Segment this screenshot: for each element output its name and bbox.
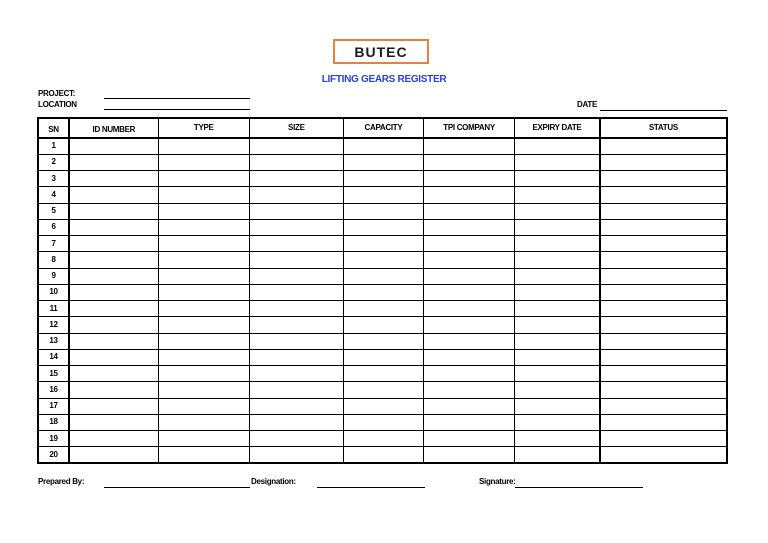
table-cell[interactable] (343, 252, 423, 268)
table-cell[interactable] (600, 333, 727, 349)
table-cell[interactable] (424, 398, 515, 414)
table-cell[interactable] (249, 366, 343, 382)
table-cell[interactable] (158, 154, 249, 170)
table-cell[interactable] (158, 398, 249, 414)
table-cell[interactable] (600, 187, 727, 203)
table-cell[interactable] (343, 268, 423, 284)
prepared-by-label: Prepared By: (38, 477, 85, 486)
row-sn: 9 (38, 268, 69, 284)
table-cell[interactable] (600, 431, 727, 447)
table-cell[interactable] (69, 349, 158, 365)
table-cell[interactable] (69, 171, 158, 187)
table-cell[interactable] (249, 447, 343, 463)
table-cell[interactable] (515, 219, 600, 235)
column-header-expiry-date: EXPIRY DATE (515, 118, 600, 138)
table-cell[interactable] (158, 301, 249, 317)
table-cell[interactable] (600, 236, 727, 252)
table-cell[interactable] (600, 414, 727, 430)
table-cell[interactable] (424, 219, 515, 235)
designation-line[interactable] (317, 487, 425, 488)
table-cell[interactable] (69, 398, 158, 414)
table-cell[interactable] (515, 252, 600, 268)
table-cell[interactable] (69, 236, 158, 252)
table-cell[interactable] (515, 301, 600, 317)
table-cell[interactable] (158, 317, 249, 333)
table-cell[interactable] (343, 317, 423, 333)
location-field-line[interactable] (104, 109, 250, 110)
table-cell[interactable] (69, 333, 158, 349)
table-cell[interactable] (343, 154, 423, 170)
table-cell[interactable] (600, 349, 727, 365)
table-cell[interactable] (69, 203, 158, 219)
table-cell[interactable] (343, 301, 423, 317)
table-cell[interactable] (69, 414, 158, 430)
table-cell[interactable] (424, 317, 515, 333)
row-sn: 4 (38, 187, 69, 203)
table-cell[interactable] (249, 333, 343, 349)
column-header-id-number: ID NUMBER (69, 118, 158, 138)
table-cell[interactable] (343, 138, 423, 154)
table-cell[interactable] (600, 138, 727, 154)
table-cell[interactable] (343, 236, 423, 252)
row-sn: 7 (38, 236, 69, 252)
table-cell[interactable] (343, 447, 423, 463)
table-cell[interactable] (424, 284, 515, 300)
table-cell[interactable] (600, 268, 727, 284)
table-cell[interactable] (69, 284, 158, 300)
table-cell[interactable] (424, 414, 515, 430)
table-cell[interactable] (249, 431, 343, 447)
table-cell[interactable] (249, 187, 343, 203)
table-cell[interactable] (343, 203, 423, 219)
row-sn: 11 (38, 301, 69, 317)
table-cell[interactable] (600, 284, 727, 300)
table-cell[interactable] (158, 333, 249, 349)
table-cell[interactable] (515, 382, 600, 398)
date-field-line[interactable] (600, 110, 727, 111)
row-sn: 19 (38, 431, 69, 447)
table-cell[interactable] (343, 349, 423, 365)
table-cell[interactable] (424, 333, 515, 349)
table-cell[interactable] (158, 382, 249, 398)
table-cell[interactable] (343, 414, 423, 430)
table-cell[interactable] (424, 431, 515, 447)
table-row (38, 187, 727, 203)
table-cell[interactable] (424, 447, 515, 463)
table-cell[interactable] (69, 268, 158, 284)
table-cell[interactable] (69, 187, 158, 203)
table-cell[interactable] (600, 447, 727, 463)
table-cell[interactable] (249, 398, 343, 414)
location-label: LOCATION (38, 100, 77, 109)
table-cell[interactable] (69, 138, 158, 154)
table-cell[interactable] (158, 171, 249, 187)
form-title: LIFTING GEARS REGISTER (321, 74, 447, 85)
table-cell[interactable] (249, 284, 343, 300)
table-cell[interactable] (424, 301, 515, 317)
column-header-type: TYPE (158, 118, 249, 138)
table-cell[interactable] (249, 252, 343, 268)
table-cell[interactable] (600, 154, 727, 170)
project-label: PROJECT: (38, 89, 76, 98)
row-sn: 14 (38, 349, 69, 365)
table-cell[interactable] (158, 268, 249, 284)
lifting-gears-table (37, 117, 728, 464)
table-cell[interactable] (515, 317, 600, 333)
table-row (38, 236, 727, 252)
table-cell[interactable] (424, 382, 515, 398)
table-cell[interactable] (158, 236, 249, 252)
table-cell[interactable] (424, 236, 515, 252)
table-cell[interactable] (158, 447, 249, 463)
table-cell[interactable] (515, 349, 600, 365)
table-cell[interactable] (600, 219, 727, 235)
table-cell[interactable] (69, 447, 158, 463)
table-cell[interactable] (249, 349, 343, 365)
table-cell[interactable] (343, 398, 423, 414)
table-cell[interactable] (424, 349, 515, 365)
table-cell[interactable] (69, 154, 158, 170)
table-cell[interactable] (69, 219, 158, 235)
table-cell[interactable] (424, 366, 515, 382)
table-cell[interactable] (515, 398, 600, 414)
table-row (38, 252, 727, 268)
column-header-sn: SN (38, 118, 69, 138)
table-row (38, 431, 727, 447)
table-cell[interactable] (69, 317, 158, 333)
table-row (38, 333, 727, 349)
table-row (38, 138, 727, 154)
table-cell[interactable] (249, 301, 343, 317)
table-cell[interactable] (515, 187, 600, 203)
row-sn: 10 (38, 284, 69, 300)
table-cell[interactable] (424, 268, 515, 284)
table-cell[interactable] (249, 382, 343, 398)
table-cell[interactable] (515, 414, 600, 430)
table-cell[interactable] (158, 219, 249, 235)
table-cell[interactable] (424, 203, 515, 219)
table-cell[interactable] (343, 171, 423, 187)
row-sn: 12 (38, 317, 69, 333)
table-cell[interactable] (424, 154, 515, 170)
table-cell[interactable] (600, 301, 727, 317)
table-cell[interactable] (69, 252, 158, 268)
row-sn: 1 (38, 138, 69, 154)
table-cell[interactable] (600, 203, 727, 219)
column-header-capacity: CAPACITY (343, 118, 423, 138)
table-cell[interactable] (249, 268, 343, 284)
table-cell[interactable] (600, 252, 727, 268)
table-cell[interactable] (600, 317, 727, 333)
table-row (38, 414, 727, 430)
table-cell[interactable] (515, 138, 600, 154)
table-cell[interactable] (343, 219, 423, 235)
row-sn: 18 (38, 414, 69, 430)
row-sn: 17 (38, 398, 69, 414)
column-header-tpi-company: TPI COMPANY (424, 118, 515, 138)
table-cell[interactable] (515, 284, 600, 300)
row-sn: 6 (38, 219, 69, 235)
table-row (38, 219, 727, 235)
table-cell[interactable] (515, 203, 600, 219)
table-cell[interactable] (424, 138, 515, 154)
table-cell[interactable] (424, 252, 515, 268)
table-cell[interactable] (69, 431, 158, 447)
table-cell[interactable] (343, 284, 423, 300)
table-cell[interactable] (249, 236, 343, 252)
table-row (38, 171, 727, 187)
table-cell[interactable] (158, 187, 249, 203)
signature-line[interactable] (515, 487, 643, 488)
table-cell[interactable] (515, 236, 600, 252)
table-header-row (38, 118, 727, 138)
table-row (38, 154, 727, 170)
row-sn: 20 (38, 447, 69, 463)
row-sn: 13 (38, 333, 69, 349)
table-cell[interactable] (515, 154, 600, 170)
table-row (38, 382, 727, 398)
table-cell[interactable] (158, 252, 249, 268)
table-cell[interactable] (69, 366, 158, 382)
table-cell[interactable] (600, 366, 727, 382)
table-cell[interactable] (343, 366, 423, 382)
table-cell[interactable] (158, 366, 249, 382)
date-label: DATE (577, 100, 597, 109)
table-cell[interactable] (158, 203, 249, 219)
table-cell[interactable] (249, 171, 343, 187)
table-cell[interactable] (249, 138, 343, 154)
table-cell[interactable] (424, 187, 515, 203)
table-cell[interactable] (343, 187, 423, 203)
table-cell[interactable] (158, 431, 249, 447)
table-cell[interactable] (158, 414, 249, 430)
table-cell[interactable] (69, 301, 158, 317)
butec-logo (333, 39, 429, 64)
project-field-line[interactable] (104, 98, 250, 99)
table-row (38, 284, 727, 300)
column-header-status: STATUS (600, 118, 727, 138)
table-row (38, 203, 727, 219)
row-sn: 5 (38, 203, 69, 219)
table-cell[interactable] (158, 349, 249, 365)
row-sn: 2 (38, 154, 69, 170)
table-cell[interactable] (515, 268, 600, 284)
table-cell[interactable] (515, 333, 600, 349)
table-row (38, 317, 727, 333)
table-cell[interactable] (600, 171, 727, 187)
table-cell[interactable] (249, 317, 343, 333)
table-cell[interactable] (249, 414, 343, 430)
table-cell[interactable] (158, 138, 249, 154)
table-row (38, 349, 727, 365)
row-sn: 15 (38, 366, 69, 382)
signature-label: Signature: (479, 477, 516, 486)
table-row (38, 398, 727, 414)
table-cell[interactable] (249, 219, 343, 235)
table-cell[interactable] (158, 284, 249, 300)
table-cell[interactable] (69, 382, 158, 398)
column-header-size: SIZE (249, 118, 343, 138)
table-row (38, 366, 727, 382)
table-row (38, 268, 727, 284)
row-sn: 3 (38, 171, 69, 187)
table-cell[interactable] (515, 431, 600, 447)
logo-text: BUTEC (354, 43, 408, 60)
row-sn: 8 (38, 252, 69, 268)
table-cell[interactable] (343, 431, 423, 447)
table-cell[interactable] (424, 171, 515, 187)
table-cell[interactable] (343, 333, 423, 349)
designation-label: Designation: (251, 477, 296, 486)
row-sn: 16 (38, 382, 69, 398)
table-cell[interactable] (343, 382, 423, 398)
table-row (38, 447, 727, 463)
table-row (38, 301, 727, 317)
table-cell[interactable] (600, 398, 727, 414)
table-cell[interactable] (515, 366, 600, 382)
table-cell[interactable] (515, 447, 600, 463)
prepared-by-line[interactable] (104, 487, 250, 488)
table-cell[interactable] (515, 171, 600, 187)
table-cell[interactable] (249, 203, 343, 219)
table-cell[interactable] (249, 154, 343, 170)
table-cell[interactable] (600, 382, 727, 398)
